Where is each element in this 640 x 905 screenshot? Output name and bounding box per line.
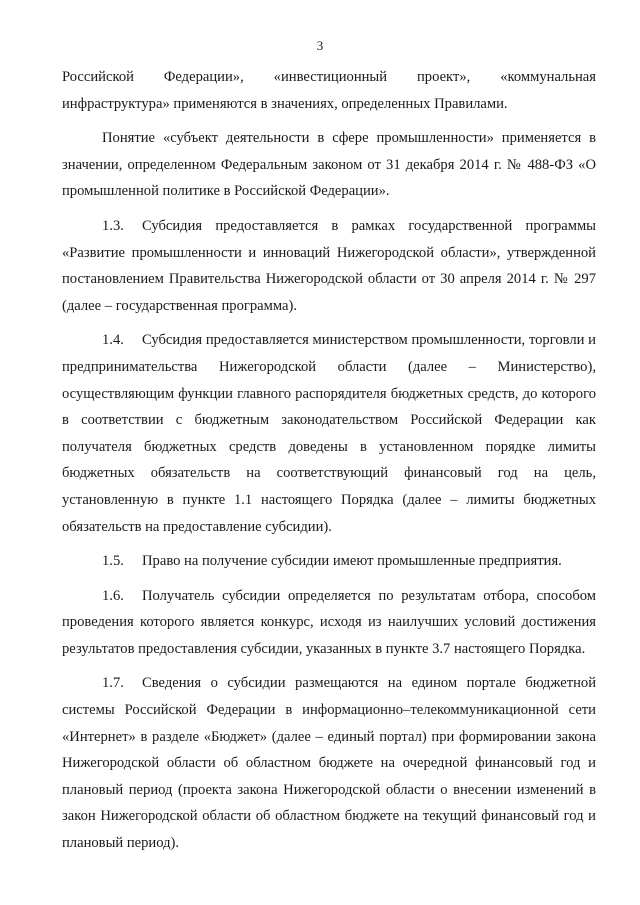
paragraph-continuation xyxy=(62,64,596,117)
paragraph-text: Право на получение субсидии имеют промышленные предприятия. xyxy=(142,553,562,570)
paragraph-text: Получатель субсидии определяется по результатам отбора, способом проведения которого является конкурс, исходя из наилучших условий достижения результатов предоставления субсидии, указанных в пункте 3.7 настоящего Порядка. xyxy=(62,587,596,657)
document-body xyxy=(62,64,596,865)
page-number: 3 xyxy=(316,38,324,53)
paragraph-number: 1.6. xyxy=(102,587,124,604)
paragraph-1-6 xyxy=(62,583,596,663)
paragraph-number: 1.5. xyxy=(102,553,124,570)
paragraph-number: 1.4. xyxy=(102,332,124,349)
paragraph-1-5 xyxy=(62,548,596,575)
paragraph-1-4 xyxy=(62,327,596,540)
paragraph-number: 1.7. xyxy=(102,675,124,692)
paragraph-text: Субсидия предоставляется в рамках государственной программы «Развитие промышленности и инноваций Нижегородской области», утвержденной постановлением Правительства Нижегородской области от 30 апреля 2014 г. № 297 (далее – государственная программа). xyxy=(62,217,596,314)
paragraph-text: Понятие «субъект деятельности в сфере промышленности» применяется в значении, определенном Федеральным законом от 31 декабря 2014 г. № 488-ФЗ «О промышленной политике в Российской Федерации». xyxy=(62,130,596,200)
paragraph-text: Субсидия предоставляется министерством промышленности, торговли и предпринимательства Нижегородской области (далее – Министерство), осуществляющим функции главного распорядителя бюджетных средств, до которого в соответствии с бюджетным законодательством Российской Федерации как получателя бюджетных средств доведены в установленном порядке лимиты бюджетных обязательств на соответствующий финансовый год на цель, установленную в пункте 1.1 настоящего Порядка (далее – лимиты бюджетных обязательств на предоставление субсидии). xyxy=(62,332,596,535)
paragraph-1-7 xyxy=(62,670,596,856)
paragraph-text: Российской Федерации», «инвестиционный проект», «коммунальная инфраструктура» применяются в значениях, определенных Правилами. xyxy=(62,69,596,112)
paragraph-text: Сведения о субсидии размещаются на едином портале бюджетной системы Российской Федерации в информационно–телекоммуникационной сети «Интернет» в разделе «Бюджет» (далее – единый портал) при формировании закона Нижегородской области об областном бюджете на очередной финансовый год и плановый период (проекта закона Нижегородской области о внесении изменений в закон Нижегородской области об областном бюджете на текущий финансовый год и плановый период). xyxy=(62,675,596,852)
paragraph-1-3 xyxy=(62,213,596,319)
paragraph-number: 1.3. xyxy=(102,217,124,234)
paragraph-industry-subject xyxy=(62,125,596,205)
